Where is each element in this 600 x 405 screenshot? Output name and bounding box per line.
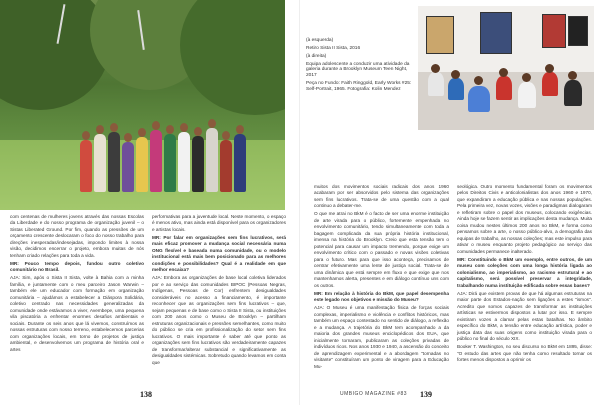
left-column-1	[10, 214, 144, 368]
paragraph: AJA: Embora as organizações de base local coletiva liderados por e ao serviço das comunidades BIPOC (Pessoas Negras, Indígenas, Pessoas de Cor) enfrentem desigualdades consideráveis no acesso a financiamento, é importante reconhecer que as organizações sem fins lucrativos – que, sejam pequenas e de base como o Sista II Sista, ou instituições com 200 anos como o Museu de Brooklyn – partilham estruturas organizacionais e pressões semelhantes, como muito do público se cria em profissionalização do setor sem fins lucrativos. O mais importante é saber até que ponto as organizações sem fins lucrativos são verdadeiramente capazes de transformar/alterar substancial e significativamente as desigualdades sistémicas. Sobretudo quando levamos em conta que	[152, 275, 286, 365]
paragraph: AJA: O Museu é uma manifestação física de forças sociais complexas, imperialismo e violência e conflitos históricos, mas também um espaço contestado no sentido de diálogo, a reflexão e a mudança. A trajetória do BkM tem acompanhado a da maioria dos grandes museus enciclopédicos dos EUA, que inicialmente tornaram, publicaram as coleções privadas de indivíduos ricos. Nos anos 1930 e 1940, a ascensão do conceito de aprendizagem experimental e a abordagem "tornadas no visitante" constituíram um ponto de viragem para a Educação Mu-	[314, 305, 449, 369]
page-number-right: 139	[420, 390, 432, 399]
paragraph: seológica. Outro momento fundamental foram os movimentos pelos Direitos Civis e anticolonialistas dos anos 1960 e 1970, que expandiram a educação pública e nas nossas populações. Pela primeira vez, novas vozes, visões e paradigmas dialogaram e refletiram sobre o papel dos museus, colocando exigências. Ainda hoje se fazem sentir as implicações desta mudança. Muita coisa mudou nestes últimos 200 anos no BkM, e forma como pensamos sobre a arte, o nosso público-alvo, a demografia das equipas de trabalho, as nossas coleções; mas este impulso para ativar o museu enquanto projeto pedagógico ao serviço das comunidades permanece inalterado.	[457, 184, 592, 254]
paragraph: com centenas de mulheres jovens através das nossas Escolas da Liberdade e do nosso programa de organização juvenil – o Sistas Liberated Ground. Por fim, quando as pressões de um orçamento crescente deslocaram o foco do nosso trabalho para direções inesperadas/indesejadas, impondo limites à nossa visão, decidimos encerrar o projeto, embora muitas de nós tenham criado relações para toda a vida.	[10, 214, 144, 258]
gallery-photo	[418, 6, 594, 130]
interview-question: MR: Pouco tempo depois, fundou outro coletivo comunitário no Brasil.	[10, 260, 144, 273]
right-text-columns	[314, 184, 592, 372]
photo-caption	[306, 38, 416, 95]
magazine-footer: UMBIGO MAGAZINE #83	[340, 391, 408, 397]
paragraph: AJA: Sim, após o Sista II Sista, volte à Bahia com a minha família, e juntamente com o meu parceiro Jason Warwin – também ele um educador com formação em organização comunitária – ajudámos a estabelecer a Diáspora Solidária, coletivo centrado nas necessidades generalizadas da comunidade onde estávamos a viver, Avembepe, uma pequena vila piscatória a enfrentar enormes desafios ambientais e sociais. Durante os seis anos que lá vivemos, construímos as nossas estruturas com nosso terreno, estabelecemos parcerias com organizações locais, em torno de projetos de justiça ambiental, e desenvolvemos um programa de história oral e artes	[10, 275, 144, 352]
caption-line: (à esquerda)	[306, 38, 334, 43]
caption-line: Peça no Fundo: Faith Ringgold, Early Works #25: Self-Portrait, 1965. Fotografia: Kolin Mendez	[306, 81, 412, 92]
right-page	[300, 0, 600, 405]
interview-question: MR: Em relação à história do BkM, que papel desempenha este legado nos objetivos e missão do Museu?	[314, 290, 449, 303]
paragraph: Booker T. Washington, no seu discurso no BkM em 1895, disse: "O estudo das artes que não tenha como resultado tornar os fortes menos dispostos a oprimir os	[457, 344, 592, 363]
right-column-1	[314, 184, 449, 372]
caption-line: Retiro Sista II Sista, 2016	[306, 45, 361, 51]
caption-line: Equipa adolescente a conduzir uma atividade da galeria durante a Brooklyn Museum Teen Night, 2017	[306, 61, 410, 79]
interview-question: MR: Constituindo o BkM um exemplo, entre outros, de um museu com coleções com uma longa história ligada ao colonialismo, ao imperialismo, ao racismo estrutural e ao capitalismo, será possível preservar a integridade, trabalhando numa instituição edificada sobre essas bases?	[457, 256, 592, 288]
caption-line: (à direita)	[306, 53, 327, 59]
right-column-2	[457, 184, 592, 372]
paragraph: muitos dos movimentos sociais radicais dos anos 1960 acabaram por ser absorvidos pelo sistema das organizações sem fins lucrativos. Trata-se de uma questão com a qual continuo a debater-me.	[314, 184, 449, 209]
group-photo	[0, 0, 285, 210]
page-number-left: 138	[140, 390, 152, 399]
paragraph: performativas para a juventude local. Neste momento, o espaço é menos ativo, mas ainda está disponível para os organizadores e artistas locais.	[152, 214, 286, 232]
left-column-2	[152, 214, 286, 368]
interview-question: MR: Por falar em organizações sem fins lucrativos, será mais eficaz promover a mudança social necessária numa ONG flexível e baseada numa comunidade, ou o modelo institucional está mais bem posicionado para as melhores condições e possibilidades? Qual é a realidade em que melhor encaixa?	[152, 234, 286, 273]
left-text-columns	[10, 214, 286, 368]
paragraph: AJA: Dirá que existem provas de que há algumas estruturas na maior parte dos Estados-nação sem ligações a estes "ismos". Acredito que somos capazes de transformar as instituições artísticas se estivermos dispostos a lutar por isso. E sempre existiram vozes a clamar pelas estas batalhas. No âmbito específico do BkM, a tensão entre educação artística, poder e justiça data das suas origens como instituição virada para o público no final do século XIX.	[457, 290, 592, 342]
paragraph: O que me atrai no BkM é o facto de ser uma enorme instituição de arte virada para o público, fortemente empenhada no envolvimento comunitário, tendo simultaneamente com toda a bagagem complicada da sua própria história institucional, imensa na história do Brooklyn. Creio que esta tensão tem o potencial para causar um impacto tremendo, porque exige um envolvimento crítico com o passado e novas visões coletivas para o futuro. Mas para que isso aconteça, precisamos de centrar efetivamente uma lente de justiça social. Trata-se de uma dinâmica que está sempre em fluxo e que exige que nos mantenhamos alerta, presentes e em diálogo contínuo uns com os outros.	[314, 211, 449, 288]
